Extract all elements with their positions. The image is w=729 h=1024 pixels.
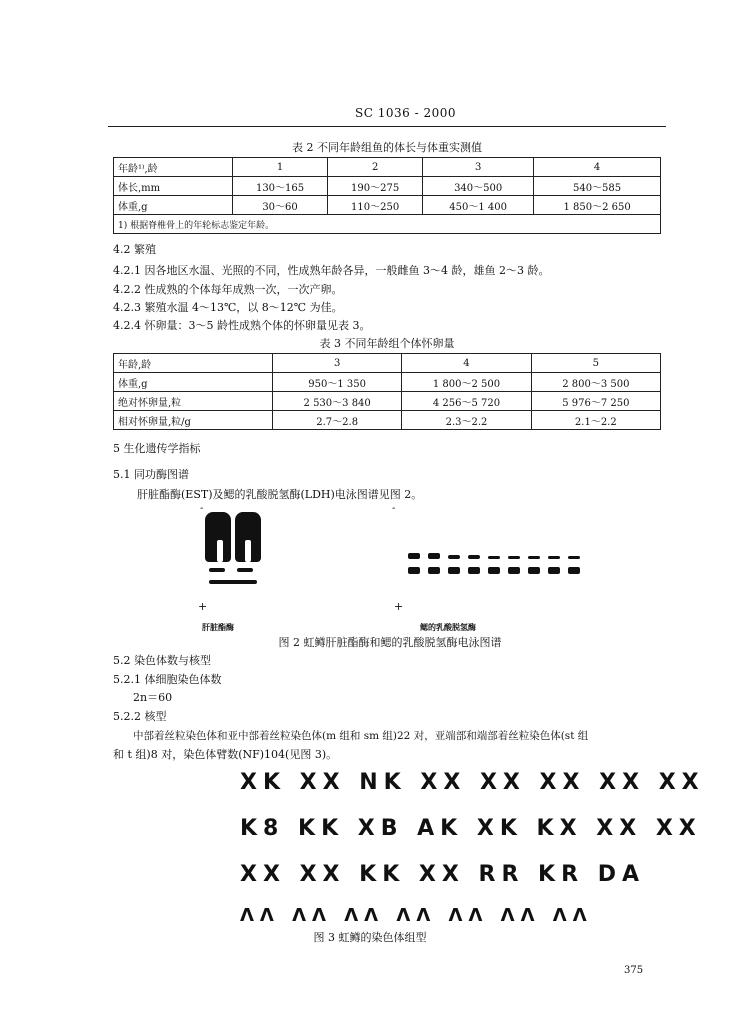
para-4-2-1: 4.2.1 因各地区水温、光照的不同，性成熟年龄各异，一般雌鱼 3～4 龄，雄鱼 2～3 龄。 — [113, 264, 550, 277]
chromosome-count: 2n＝60 — [133, 691, 173, 704]
table-row — [114, 411, 661, 430]
table-cell: 4 256～5 720 — [402, 392, 531, 411]
table-cell: 绝对怀卵量,粒 — [114, 392, 273, 411]
para-5-2-2-line2: 和 t 组)8 对，染色体臂数(NF)104(见图 3)。 — [113, 748, 338, 761]
gel-left-minus: - — [200, 503, 204, 514]
section-5-2-2-title: 5.2.2 核型 — [113, 710, 167, 723]
para-4-2-2: 4.2.2 性成熟的个体每年成熟一次，一次产卵。 — [113, 283, 343, 296]
karyotype-row-3: XX XX KK XX RR KR DA — [240, 862, 645, 887]
figure2-caption: 图 2 虹鳟肝脏酯酶和鳃的乳酸脱氢酶电泳图谱 — [278, 636, 502, 649]
section-4-2-title: 4.2 繁殖 — [113, 243, 156, 256]
table2-note: 1) 根据脊椎骨上的年轮标志鉴定年龄。 — [114, 215, 661, 234]
table-cell: 30～60 — [233, 196, 328, 215]
section-5-2-1-title: 5.2.1 体细胞染色体数 — [113, 673, 222, 686]
table-row — [114, 373, 661, 392]
table-header-row — [114, 158, 661, 177]
table-cell: 体长,mm — [114, 177, 233, 196]
table-cell: 5 976～7 250 — [531, 392, 660, 411]
table-cell: 2.1～2.2 — [531, 411, 660, 430]
table-header-row — [114, 354, 661, 373]
page-number: 375 — [624, 965, 644, 976]
gel-right-label: 鳃的乳酸脱氢酶 — [420, 622, 476, 632]
table-cell: 体重,g — [114, 196, 233, 215]
table-cell: 1 850～2 650 — [534, 196, 661, 215]
table-cell: 5 — [531, 354, 660, 373]
standard-code-header: SC 1036 - 2000 — [355, 106, 456, 120]
table-cell: 2 800～3 500 — [531, 373, 660, 392]
para-4-2-3: 4.2.3 繁殖水温 4～13℃，以 8～12℃ 为佳。 — [113, 301, 343, 314]
table-cell: 1 — [233, 158, 328, 177]
table-cell: 4 — [402, 354, 531, 373]
para-5-1: 肝脏酯酶(EST)及鳃的乳酸脱氢酶(LDH)电泳图谱见图 2。 — [137, 488, 423, 501]
gel-left-plus: + — [198, 600, 208, 613]
section-5-title: 5 生化遗传学指标 — [113, 442, 201, 455]
gel-right-minus: - — [392, 503, 396, 514]
karyotype-row-2: K8 KK XB AK XK KX XX XX — [240, 816, 702, 841]
table-cell: 年龄¹⁾,龄 — [114, 158, 233, 177]
table-note-row — [114, 215, 661, 234]
figure3-caption: 图 3 虹鳟的染色体组型 — [313, 931, 427, 944]
table-cell: 体重,g — [114, 373, 273, 392]
karyotype-row-1: XK XX NK XX XX XX XX XX — [240, 770, 705, 795]
header-rule — [108, 126, 666, 127]
table-cell: 2.7～2.8 — [273, 411, 402, 430]
para-4-2-4: 4.2.4 怀卵量：3～5 龄性成熟个体的怀卵量见表 3。 — [113, 319, 371, 332]
section-5-2-title: 5.2 染色体数与核型 — [113, 654, 211, 667]
table-cell: 3 — [273, 354, 402, 373]
table-cell: 110～250 — [328, 196, 423, 215]
table2 — [113, 157, 661, 234]
table3-caption: 表 3 不同年龄组个体怀卵量 — [319, 337, 455, 350]
table-cell: 2.3～2.2 — [402, 411, 531, 430]
table-cell: 年龄,龄 — [114, 354, 273, 373]
table-cell: 340～500 — [423, 177, 534, 196]
table-cell: 450～1 400 — [423, 196, 534, 215]
table2-caption: 表 2 不同年龄组鱼的体长与体重实测值 — [292, 141, 482, 154]
table-cell: 540～585 — [534, 177, 661, 196]
table-cell: 2 — [328, 158, 423, 177]
ldh-gel-image — [408, 553, 593, 579]
table-cell: 190～275 — [328, 177, 423, 196]
table-row — [114, 196, 661, 215]
table-cell: 950～1 350 — [273, 373, 402, 392]
table-cell: 1 800～2 500 — [402, 373, 531, 392]
table3 — [113, 353, 661, 430]
table-cell: 4 — [534, 158, 661, 177]
para-5-2-2-line1: 中部着丝粒染色体和亚中部着丝粒染色体(m 组和 sm 组)22 对，亚端部和端部着丝粒染色体(st 组 — [133, 730, 589, 742]
section-5-1-title: 5.1 同功酶图谱 — [113, 468, 189, 481]
gel-left-label: 肝脏酯酶 — [202, 622, 234, 632]
table-cell: 2 530～3 840 — [273, 392, 402, 411]
table-row — [114, 392, 661, 411]
table-cell: 相对怀卵量,粒/g — [114, 411, 273, 430]
karyotype-row-4: ΛΛ ΛΛ ΛΛ ΛΛ ΛΛ ΛΛ ΛΛ — [240, 905, 593, 926]
gel-right-plus: + — [394, 600, 404, 613]
table-cell: 130～165 — [233, 177, 328, 196]
table-row — [114, 177, 661, 196]
esterase-gel-image — [203, 510, 265, 590]
table-cell: 3 — [423, 158, 534, 177]
